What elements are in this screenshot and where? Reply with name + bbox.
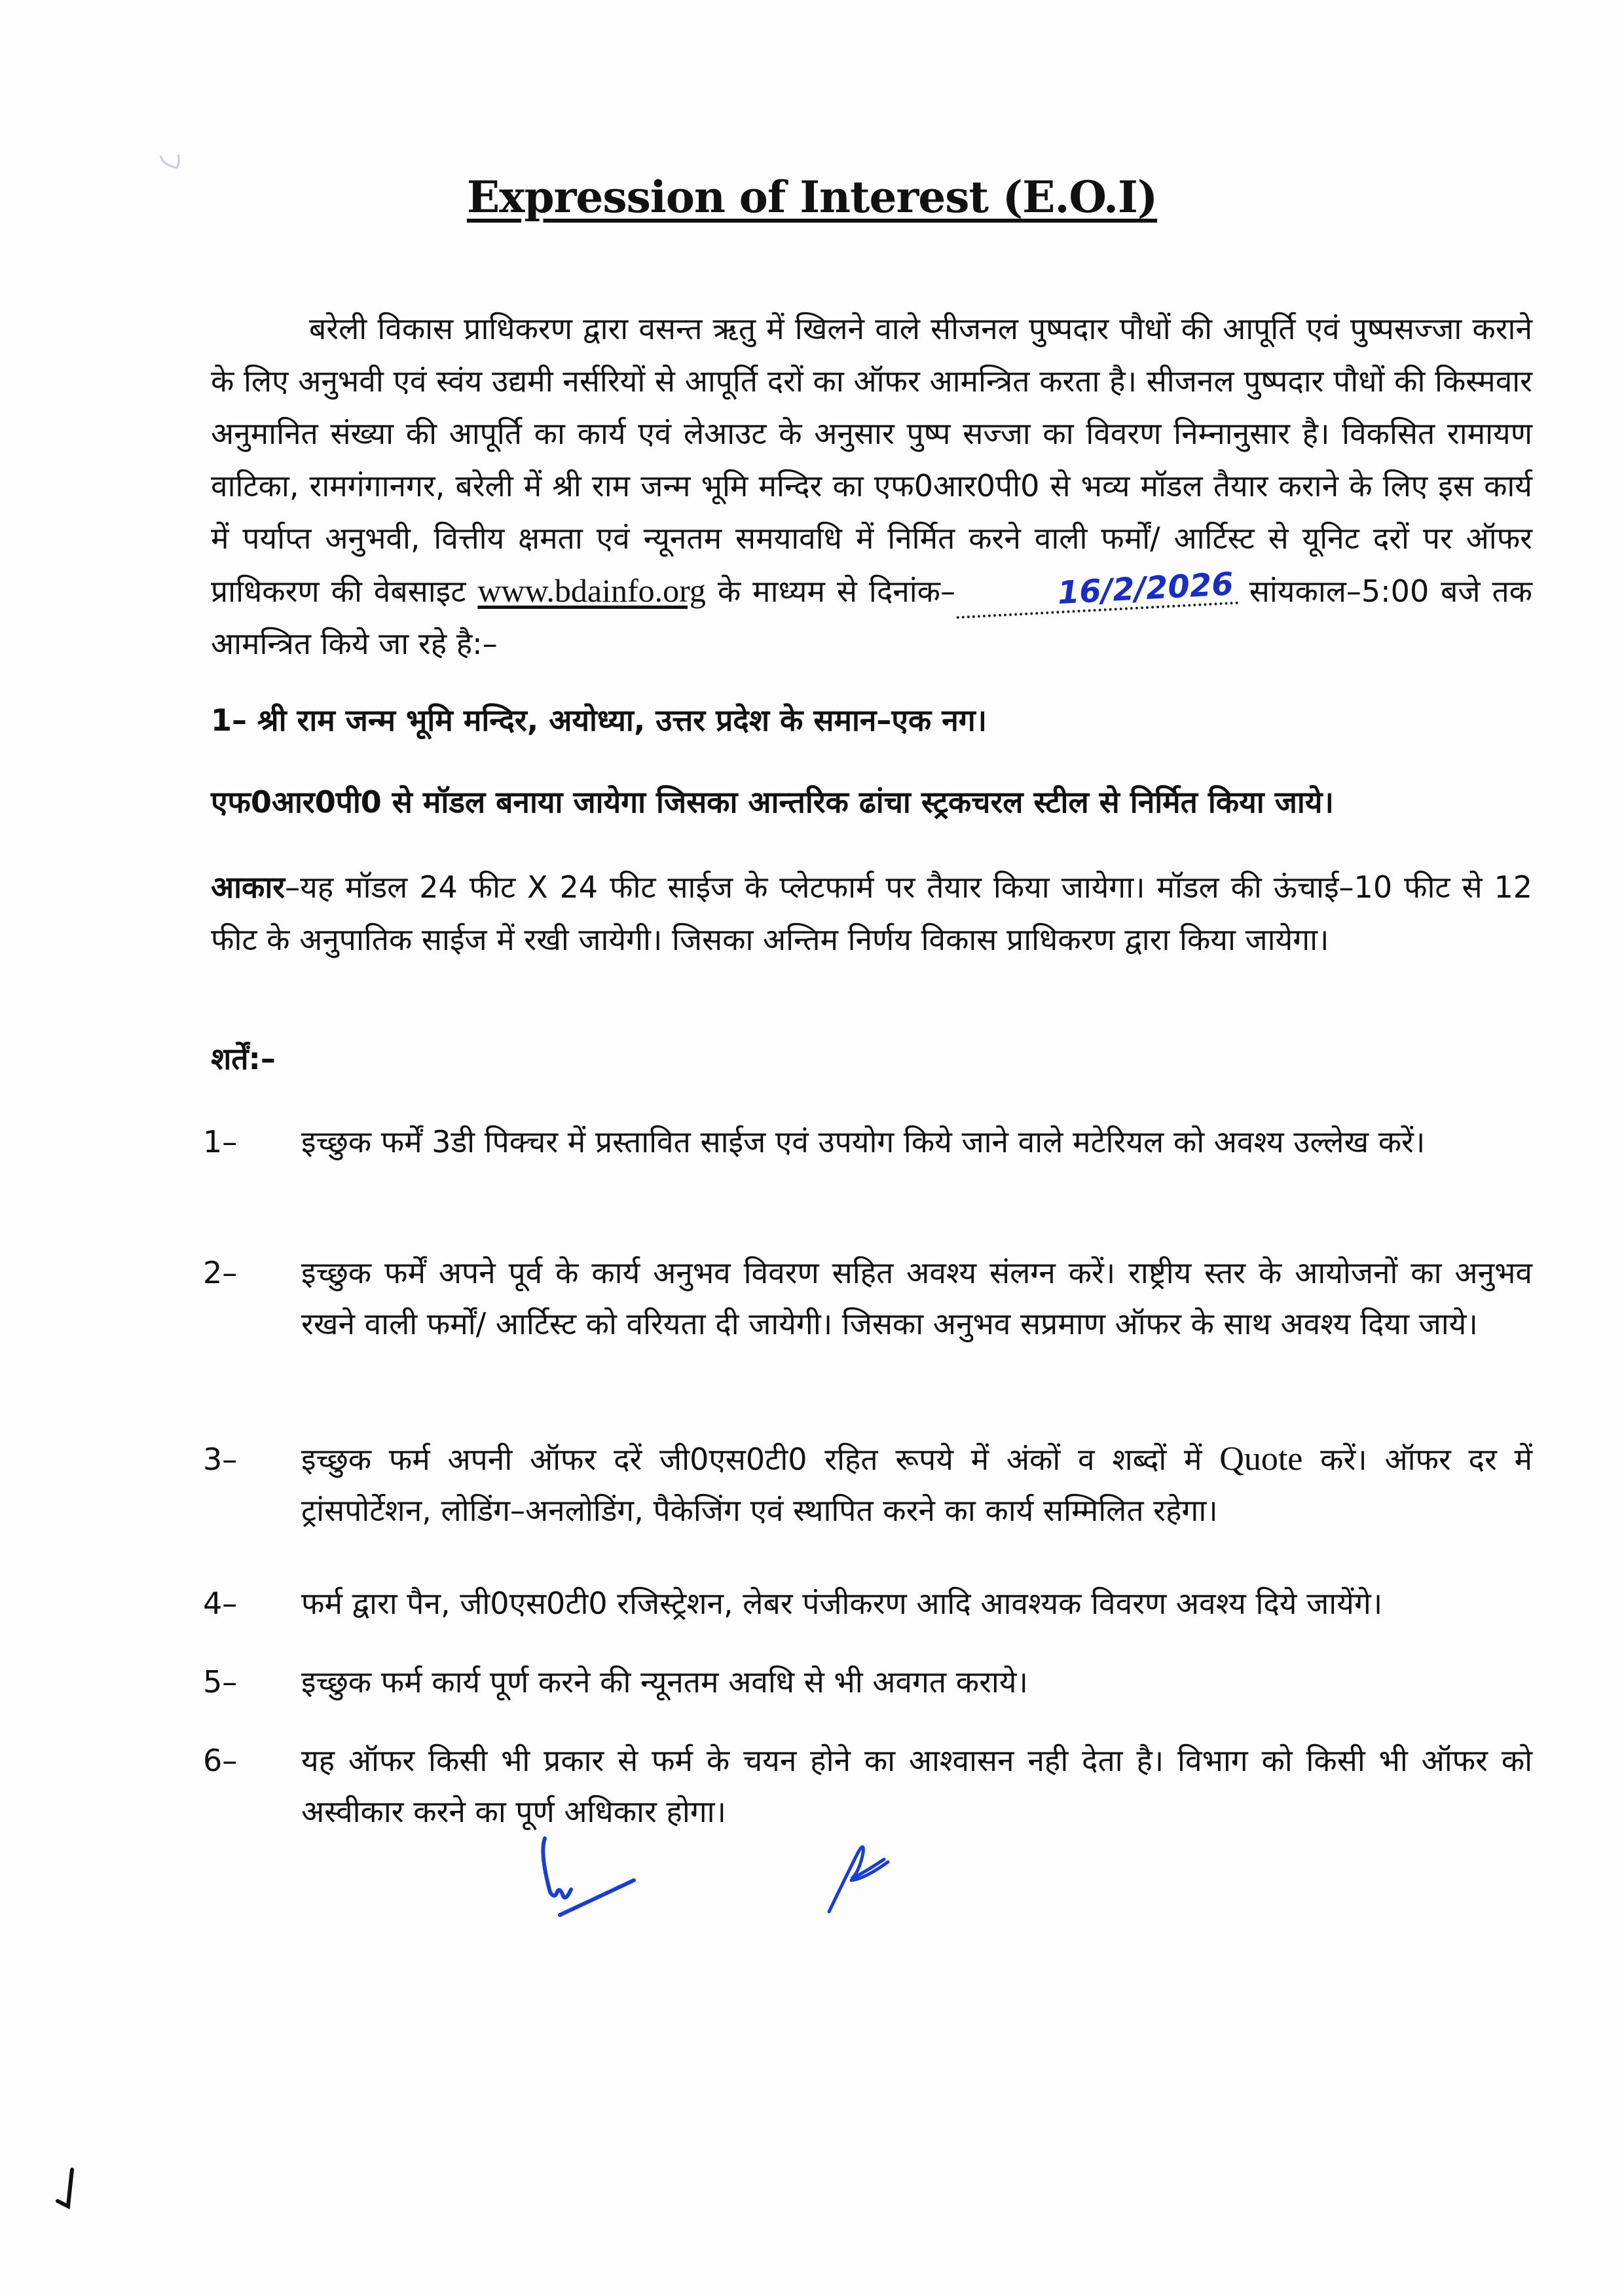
condition-text: इच्छुक फर्में 3डी पिक्चर में प्रस्तावित साईज एवं उपयोग किये जाने वाले मटेरियल को अवश्य उल्लेख करें। [301, 1124, 1426, 1159]
condition-number: 1– [203, 1124, 238, 1159]
website-link[interactable]: www.bdainfo.org [477, 572, 706, 609]
quote-word: Quote [1219, 1440, 1303, 1478]
condition-item [203, 1735, 1532, 1837]
condition-number: 6– [203, 1743, 238, 1778]
condition-number: 5– [203, 1664, 238, 1700]
signature-1-icon [537, 1833, 668, 1925]
check-mark-icon [52, 2167, 79, 2213]
intro-text: बरेली विकास प्राधिकरण द्वारा वसन्त ऋतु में खिलने वाले सीजनल पुष्पदार पौधों की आपूर्ति एवं पुष्पसज्जा कराने के लिए अनुभवी एवं स्वंय उद्यमी नर्सरियों से आपूर्ति दरों का ऑफर आमन्त्रित करता है। सीजनल पुष्पदार पौधों की किस्मवार अनुमानित संख्या की आपूर्ति का कार्य एवं लेआउट के अनुसार पुष्प सज्जा का विवरण निम्नानुसार है। विकसित रामायण वाटिका, रामगंगानगर, बरेली में श्री राम जन्म भूमि मन्दिर का एफ0आर0पी0 से भव्य मॉडल तैयार कराने के लिए इस कार्य में पर्याप्त अनुभवी, वित्तीय क्षमता एवं न्यूनतम समयावधि में निर्मित करने वाली फर्मों/ आर्टिस्ट से यूनिट दरों पर ऑफर प्राधिकरण की वेबसाइट [211, 311, 1532, 609]
condition-text-part: इच्छुक फर्म अपनी ऑफर दरें जी0एस0टी0 रहित रूपये में अंकों व शब्दों में [301, 1442, 1202, 1477]
intro-date-suffix: सांयकाल–5:00 बजे तक आमन्त्रित किये जा रहे है:– [211, 574, 1532, 661]
size-text: –यह मॉडल 24 फीट X 24 फीट साईज के प्लेटफार्म पर तैयार किया जायेगा। मॉडल की ऊंचाई–10 फीट से 12 फीट के अनुपातिक साईज में रखी जायेगी। जिसका अन्तिम निर्णय विकास प्राधिकरण द्वारा किया जायेगा। [211, 869, 1532, 957]
condition-number: 2– [203, 1255, 238, 1290]
condition-item [203, 1656, 1532, 1707]
condition-number: 3– [203, 1442, 238, 1477]
conditions-heading: शर्तें:– [211, 1041, 276, 1076]
page-title [0, 172, 1624, 223]
condition-item [203, 1434, 1532, 1536]
condition-text: यह ऑफर किसी भी प्रकार से फर्म के चयन होने का आश्वासन नही देता है। विभाग को किसी भी ऑफर को अस्वीकार करने का पूर्ण अधिकार होगा। [301, 1743, 1532, 1829]
condition-text: इच्छुक फर्में अपने पूर्व के कार्य अनुभव विवरण सहित अवश्य संलग्न करें। राष्ट्रीय स्तर के आयोजनों का अनुभव रखने वाली फर्मों/ आर्टिस्ट को वरियता दी जायेगी। जिसका अनुभव सप्रमाण ऑफर के साथ अवश्य दिया जाये। [301, 1255, 1532, 1341]
condition-text: इच्छुक फर्म कार्य पूर्ण करने की न्यूनतम अवधि से भी अवगत कराये। [301, 1664, 1028, 1700]
size-paragraph [211, 861, 1532, 966]
frp-statement: एफ0आर0पी0 से मॉडल बनाया जायेगा जिसका आन्तरिक ढांचा स्ट्रकचरल स्टील से निर्मित किया जाये। [211, 784, 1334, 820]
size-label: आकार [211, 869, 286, 905]
condition-item [203, 1247, 1532, 1349]
condition-text [301, 1434, 1532, 1536]
item-heading: 1– श्री राम जन्म भूमि मन्दिर, अयोध्या, उत्तर प्रदेश के समान–एक नग। [211, 702, 987, 738]
condition-number: 4– [203, 1586, 238, 1621]
intro-paragraph [211, 302, 1532, 670]
condition-item [203, 1116, 1532, 1167]
intro-date-prefix: के माध्यम से दिनांक– [717, 574, 956, 609]
signature-2-icon [825, 1840, 904, 1918]
condition-text-part: करें। ऑफर दर में ट्रांसपोर्टेशन, लोडिंग–अनलोडिंग, पैकेजिंग एवं स्थापित करने का कार्य सम्मिलित रहेगा। [301, 1442, 1533, 1528]
condition-item [203, 1578, 1532, 1629]
page-title-text: Expression of Interest (E.O.I) [466, 172, 1158, 223]
handwritten-date: 16/2/2026 [955, 566, 1238, 619]
condition-text: फर्म द्वारा पैन, जी0एस0टी0 रजिस्ट्रेशन, लेबर पंजीकरण आदि आवश्यक विवरण अवश्य दिये जायेंगे। [301, 1586, 1383, 1621]
